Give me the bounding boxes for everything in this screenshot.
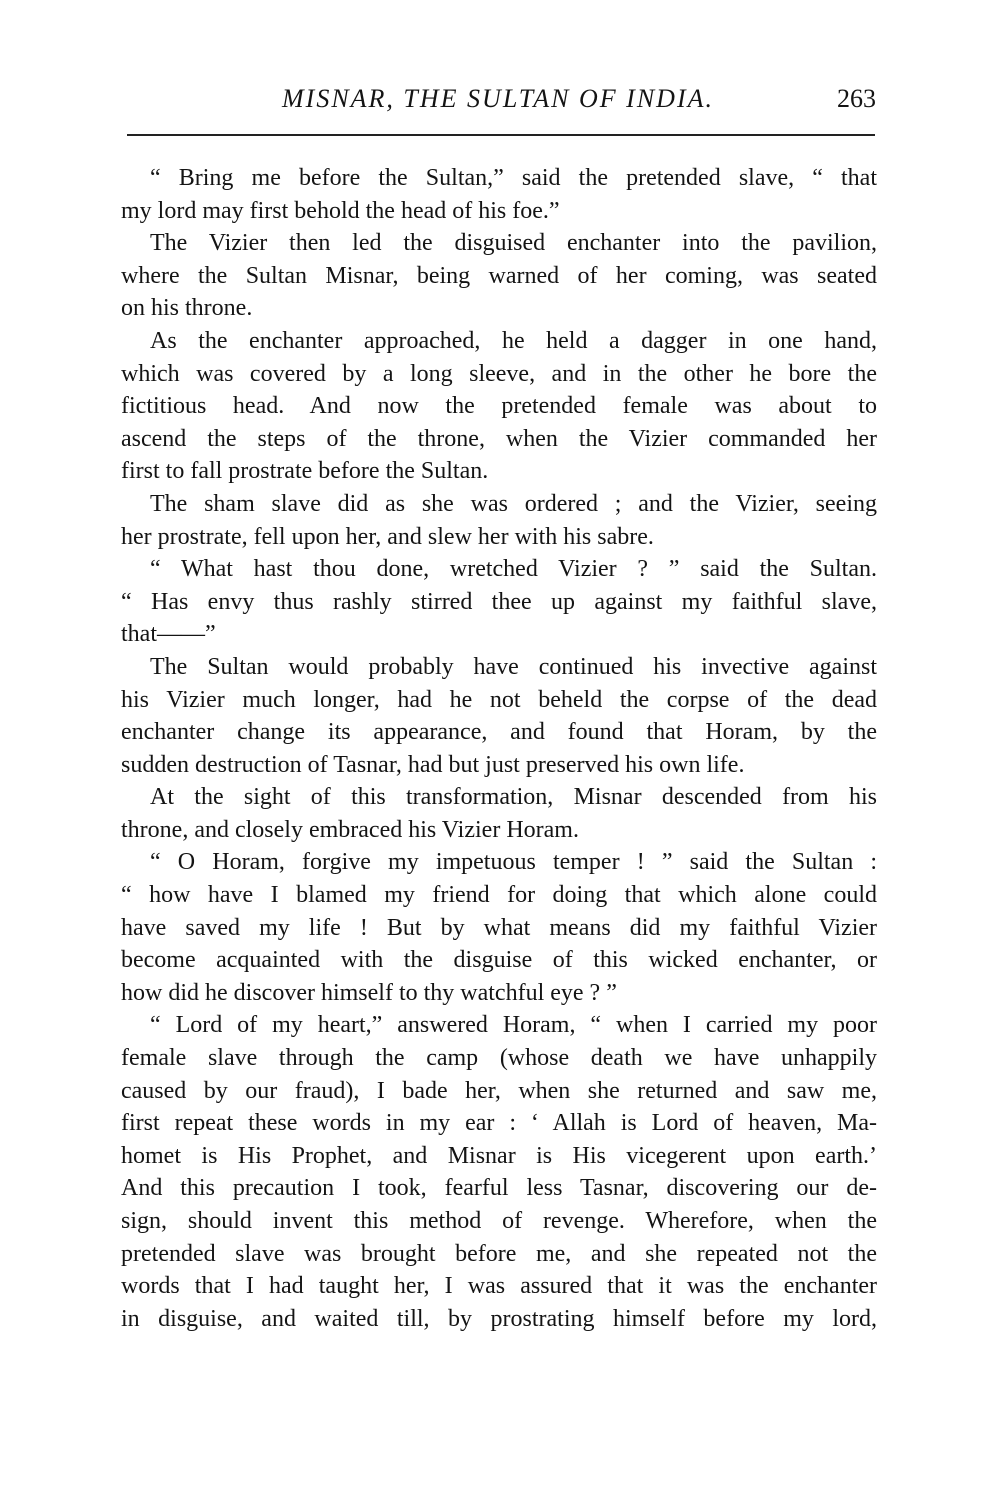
text-line: “ What hast thou done, wretched Vizier ? ” said the Sultan. xyxy=(150,556,877,583)
text-line: At the sight of this transformation, Misnar descended from his xyxy=(150,784,877,811)
text-line: throne, and closely embraced his Vizier Horam. xyxy=(121,816,579,843)
text-line: ascend the steps of the throne, when the Vizier commanded her xyxy=(121,425,877,452)
text-line: As the enchanter approached, he held a dagger in one hand, xyxy=(150,327,877,354)
text-line: sudden destruction of Tasnar, had but just preserved his own life. xyxy=(121,751,745,778)
text-line: “ Bring me before the Sultan,” said the pretended slave, “ that xyxy=(150,165,877,191)
text-line: The Vizier then led the disguised enchanter into the pavilion, xyxy=(150,230,877,257)
text-line: sign, should invent this method of revenge. Wherefore, when the xyxy=(121,1208,877,1234)
text-line: my lord may first behold the head of his foe.” xyxy=(121,197,560,224)
body-text xyxy=(121,162,877,1335)
text-line: enchanter change its appearance, and found that Horam, by the xyxy=(121,719,877,746)
text-line: how did he discover himself to thy watchful eye ? ” xyxy=(121,979,617,1006)
text-line: her prostrate, fell upon her, and slew her with his sabre. xyxy=(121,523,654,550)
text-line: homet is His Prophet, and Misnar is His vicegerent upon earth.’ xyxy=(121,1142,877,1169)
text-line: which was covered by a long sleeve, and in the other he bore the xyxy=(121,360,877,387)
text-line: “ Has envy thus rashly stirred thee up against my faithful slave, xyxy=(121,588,877,615)
text-line: have saved my life ! But by what means did my faithful Vizier xyxy=(121,914,877,941)
running-title: MISNAR, THE SULTAN OF INDIA. xyxy=(282,84,714,113)
text-line: words that I had taught her, I was assured that it was the enchanter xyxy=(121,1273,877,1300)
text-line: And this precaution I took, fearful less Tasnar, discovering our de- xyxy=(121,1175,877,1202)
text-line: female slave through the camp (whose death we have unhappily xyxy=(121,1045,877,1072)
text-line: pretended slave was brought before me, and she repeated not the xyxy=(121,1240,877,1267)
page-number: 263 xyxy=(837,84,876,113)
text-line: “ O Horam, forgive my impetuous temper ! ” said the Sultan : xyxy=(150,849,877,876)
text-line: first to fall prostrate before the Sultan. xyxy=(121,458,489,485)
text-line: his Vizier much longer, had he not beheld the corpse of the dead xyxy=(121,686,877,713)
text-line: caused by our fraud), I bade her, when she returned and saw me, xyxy=(121,1077,877,1104)
text-line: in disguise, and waited till, by prostrating himself before my lord, xyxy=(121,1305,877,1332)
text-line: first repeat these words in my ear : ‘ Allah is Lord of heaven, Ma- xyxy=(121,1110,877,1137)
running-head xyxy=(120,84,876,124)
header-rule xyxy=(127,134,875,136)
text-line: The Sultan would probably have continued his invective against xyxy=(150,653,877,680)
text-line: that——” xyxy=(121,621,216,648)
text-line: become acquainted with the disguise of this wicked enchanter, or xyxy=(121,947,877,974)
text-line: fictitious head. And now the pretended female was about to xyxy=(121,393,877,420)
text-line: on his throne. xyxy=(121,295,253,322)
text-line: The sham slave did as she was ordered ; and the Vizier, seeing xyxy=(150,490,877,517)
text-line: “ Lord of my heart,” answered Horam, “ when I carried my poor xyxy=(150,1012,877,1039)
text-line: “ how have I blamed my friend for doing that which alone could xyxy=(121,882,877,909)
text-line: where the Sultan Misnar, being warned of her coming, was seated xyxy=(121,262,877,289)
